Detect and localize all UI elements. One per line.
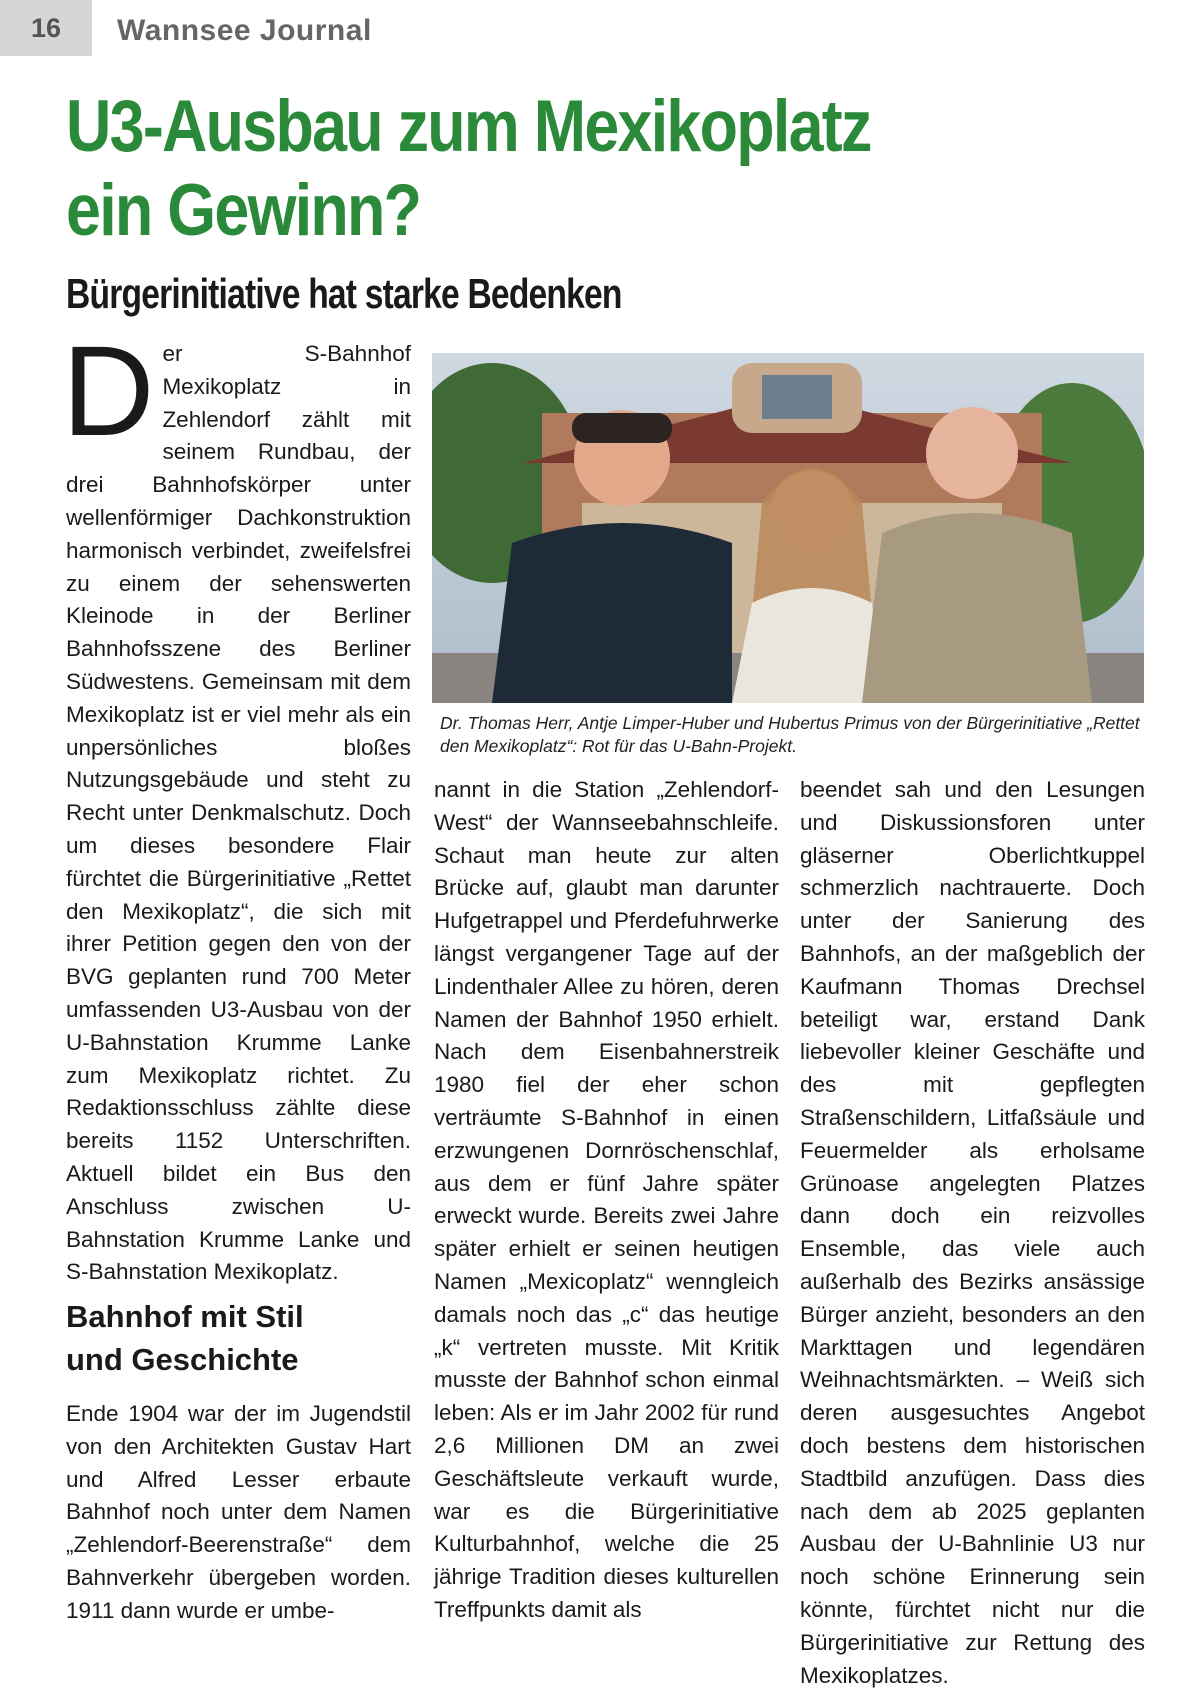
article-column-2: nannt in die Station „Zehlendorf-West“ der Wannseebahnschleife. Schaut man heute zur alten Brücke auf, glaubt man darunter Hufgetrappel und Pferdefuhrwerke längst vergangener Tage auf der Lindenthaler Allee zu hören, deren Namen der Bahnhof 1950 erhielt. Nach dem Eisenbahnerstreik 1980 fiel der eher schon verträumte S-Bahnhof in einen erzwungenen Dornröschenschlaf, aus dem er fünf Jahre später erweckt wurde. Bereits zwei Jahre später erhielt er seinen heutigen Namen „Mexicoplatz“ wenngleich damals noch das „c“ das heutige „k“ vertreten musste. Mit Kritik musste der Bahnhof schon einmal leben: Als er im Jahr 2002 für rund 2,6 Millionen DM an zwei Geschäftsleute verkauft wurde, war es die Bürgerinitiative Kulturbahnhof, welche die 25 jährige Tradition dieses kulturellen Treffpunkts damit als xyxy=(434,777,779,1622)
drop-cap: D xyxy=(62,320,155,463)
article-column-3: beendet sah und den Lesungen und Diskussionsforen unter gläserner Oberlichtkuppel schmerzlich nachtrauerte. Doch unter der Sanierung des Bahnhofs, an der maßgeblich der Kaufmann Thomas Drechsel beteiligt war, erstand Dank liebevoller kleiner Geschäfte und des mit gepflegten Straßenschildern, Litfaßsäule und Feuermelder als erholsame Grünoase angelegten Platzes dann doch ein reizvolles Ensemble, das viele auch außerhalb des Bezirks ansässige Bürger anzieht, besonders an den Markttagen und legendären Weihnachtsmärkten. – Weiß sich deren ausgesuchtes Angebot doch bestens dem historischen Stadtbild anzufügen. Dass dies nach dem ab 2025 geplanten Ausbau der U-Bahnlinie U3 nur noch schöne Erinnerung sein könnte, fürchtet nicht nur die Bürgerinitiative zur Rettung des Mexikoplatzes. xyxy=(800,777,1145,1688)
section-heading-line-1: Bahnhof mit Stil xyxy=(66,1299,304,1334)
article-intro: er S-Bahnhof Mexikoplatz in Zehlendorf zählt mit seinem Rundbau, der drei Bahnhofskörper unter wellenförmiger Dachkonstruktion harmonisch verbindet, zweifelsfrei zu einem der sehenswerten Kleinode in der Berliner Bahnhofsszene des Berliner Südwestens. Gemeinsam mit dem Mexikoplatz ist er viel mehr als ein unpersönliches bloßes Nutzungsgebäude und steht zu Recht unter Denkmalschutz. Doch um dieses besondere Flair fürchtet die Bürgerinitiative „Rettet den Mexikoplatz“, die sich mit ihrer Petition gegen den von der BVG geplanten rund 700 Meter umfassenden U3-Ausbau von der U-Bahnstation Krumme Lanke zum Mexikoplatz richtet. Zu Redaktionsschluss zählte diese bereits 1152 Unterschriften. Aktuell bildet ein Bus den Anschluss zwischen U-Bahnstation Krumme Lanke und S-Bahnstation Mexikoplatz. xyxy=(66,341,411,1285)
article-photo xyxy=(432,353,1144,703)
page-number: 16 xyxy=(0,0,92,56)
headline-line-1: U3-Ausbau zum Mexikoplatz xyxy=(66,86,871,167)
photo-illustration xyxy=(432,353,1144,703)
photo-caption: Dr. Thomas Herr, Antje Limper-Huber und Hubertus Primus von der Bürgerinitiative „Rettet den Mexikoplatz“: Rot für das U-Bahn-Projekt. xyxy=(440,713,1140,756)
section-heading xyxy=(66,1295,411,1381)
section-heading-line-2: und Geschichte xyxy=(66,1342,299,1377)
article-column-1 xyxy=(62,320,411,1289)
journal-name: Wannsee Journal xyxy=(117,14,372,47)
article-headline xyxy=(66,85,926,253)
article-subheadline: Bürgerinitiative hat starke Bedenken xyxy=(66,270,622,317)
section-text-column-1: Ende 1904 war der im Jugendstil von den Architekten Gustav Hart und Alfred Lesser erbaute Bahnhof noch unter dem Namen „Zehlendorf-Beerenstraße“ dem Bahnverkehr übergeben worden. 1911 dann wurde er umbe- xyxy=(66,1401,411,1623)
headline-line-2: ein Gewinn? xyxy=(66,170,421,251)
